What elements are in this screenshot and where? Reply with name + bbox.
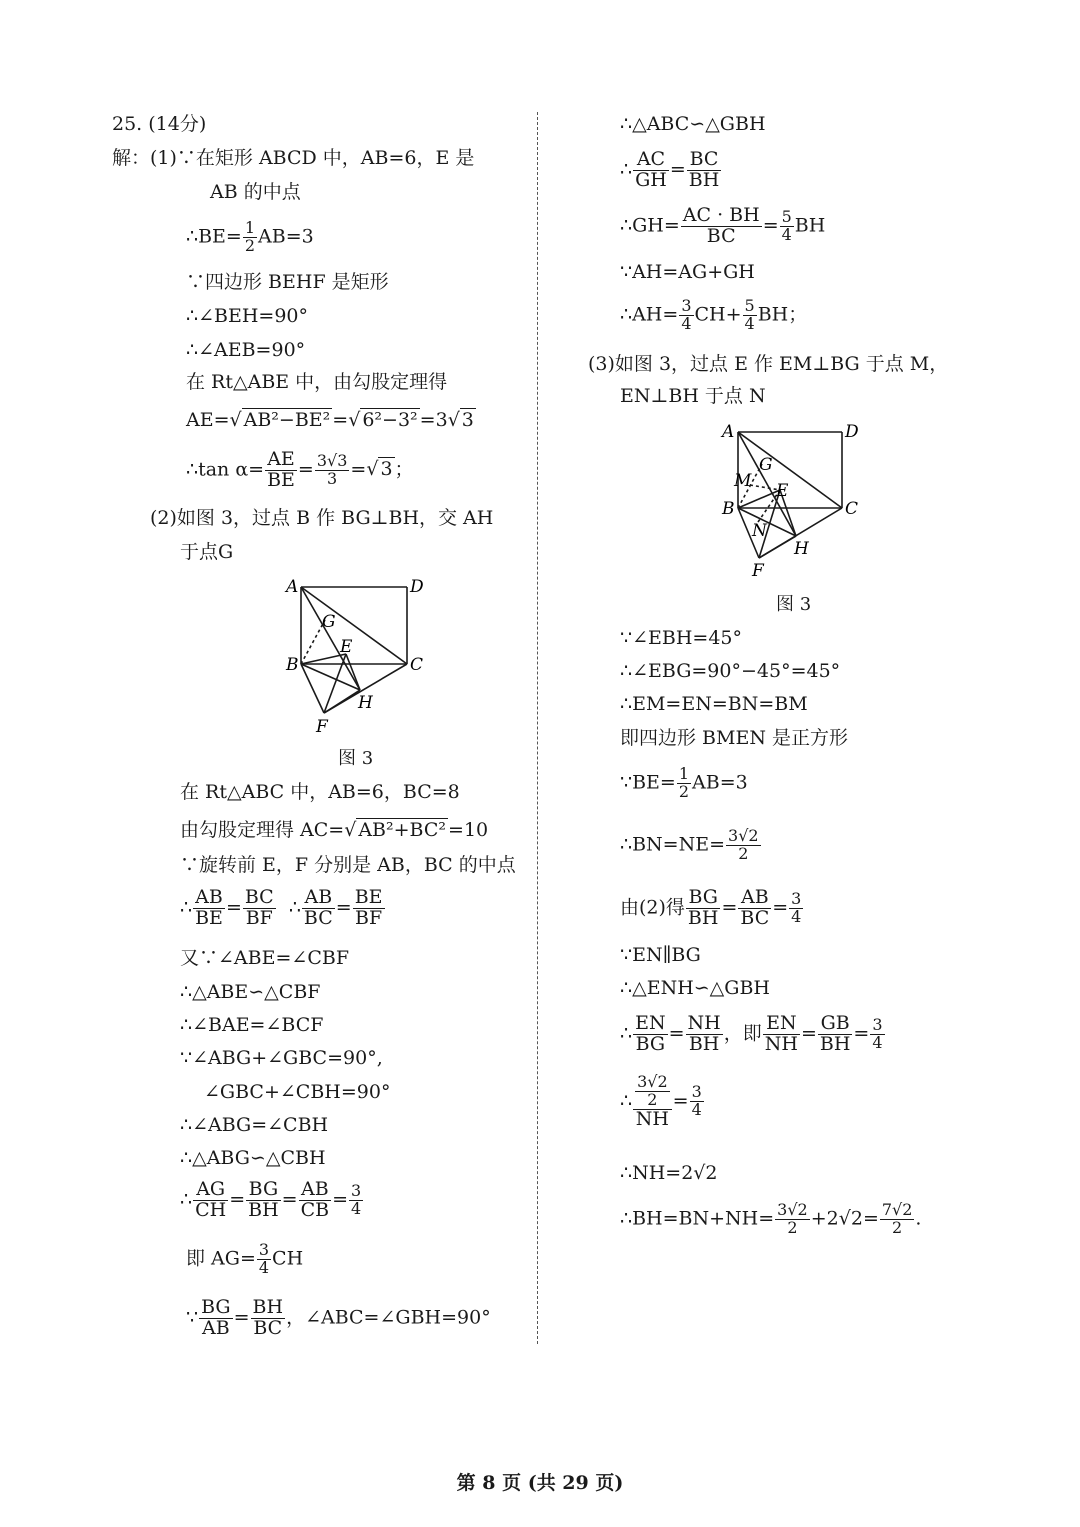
step-be-right: ∵BE= $\frac{1}{2}$ AB=3 xyxy=(620,764,748,801)
label-a: A xyxy=(722,422,735,442)
step-em-en: ∴EM=EN=BN=BM xyxy=(620,693,808,715)
segment-be xyxy=(738,490,780,508)
step-similar-2: ∴△ABG∽△CBH xyxy=(180,1147,326,1169)
step-nh: ∴NH=2√2 xyxy=(620,1162,718,1184)
step-midpoints: ∵旋转前 E，F 分别是 AB，BC 的中点 xyxy=(180,854,516,876)
figure-3-left xyxy=(280,572,430,742)
step-similar-3: ∴△ABC∽△GBH xyxy=(620,113,766,135)
step-bg-ratio: ∵ $\frac{BG}{AB}$ = $\frac{BH}{BC}$ ，∠ABC=∠GBH=90° xyxy=(186,1296,491,1339)
part3-intro: (3)如图 3，过点 E 作 EM⊥BG 于点 M， xyxy=(588,353,949,375)
figure-3-left-caption: 图 3 xyxy=(338,748,374,769)
label-e: E xyxy=(340,637,353,657)
step-bh-final: ∴BH=BN+NH= $\frac{3√2}{2}$ +2√2= $\frac{7√2}{2}$ . xyxy=(620,1200,922,1237)
label-b: B xyxy=(722,499,735,519)
step-be: ∴BE= $\frac{1}{2}$ AB=3 xyxy=(186,218,314,255)
step-bae-bcf: ∴∠BAE=∠BCF xyxy=(180,1014,324,1036)
step-ebh: ∵∠EBH=45° xyxy=(620,627,743,649)
label-d: D xyxy=(845,422,859,442)
segment-bf xyxy=(301,664,324,713)
step-gbc-cbh: ∠GBC+∠CBH=90° xyxy=(204,1081,391,1103)
step-rt-abc: 在 Rt△ABC 中，AB=6，BC=8 xyxy=(180,781,460,803)
page-footer: 第 8 页 (共 29 页) xyxy=(456,1472,624,1494)
column-divider xyxy=(537,112,538,1344)
label-f: F xyxy=(752,561,764,581)
step-similar-4: ∴△ENH∽△GBH xyxy=(620,977,771,999)
step-rt-abe: 在 Rt△ABE 中，由勾股定理得 xyxy=(186,371,448,393)
step-ac: 由勾股定理得 AC=√ AB²+BC² =10 xyxy=(180,819,489,841)
segment-ac xyxy=(301,587,407,664)
part3-intro-cont: EN⊥BH 于点 N xyxy=(620,385,766,407)
part2-intro-cont: 于点G xyxy=(180,541,234,563)
step-abe-cbf: 又∵∠ABE=∠CBF xyxy=(180,947,349,969)
solution-intro-cont: AB 的中点 xyxy=(210,181,301,203)
segment-ac xyxy=(738,432,842,508)
solution-intro: 解：(1)∵在矩形 ABCD 中，AB=6，E 是 xyxy=(112,147,475,169)
label-a: A xyxy=(286,577,299,597)
label-c: C xyxy=(410,655,424,675)
step-ac-gh: ∴ $\frac{AC}{GH}$ = $\frac{BC}{BH}$ xyxy=(620,148,720,191)
label-g: G xyxy=(322,612,336,632)
step-parallel: ∵EN∥BG xyxy=(620,944,701,966)
problem-number: 25. (14分) xyxy=(112,113,207,135)
step-ebg: ∴∠EBG=90°−45°=45° xyxy=(620,660,841,682)
step-ah-sum: ∵AH=AG+GH xyxy=(620,261,755,283)
step-en-ratio: ∴ $\frac{EN}{BG}$ = $\frac{NH}{BH}$ ，即 $\frac{EN}{NH}$ = $\frac{GB}{BH}$ = $\frac{3}{4}$ xyxy=(620,1012,883,1055)
segment-fe xyxy=(324,654,346,713)
label-e: E xyxy=(776,481,789,501)
step-beh: ∴∠BEH=90° xyxy=(186,305,309,327)
step-ag: 即 AG= $\frac{3}{4}$ CH xyxy=(186,1240,304,1277)
part2-intro: (2)如图 3，过点 B 作 BG⊥BH，交 AH xyxy=(150,507,494,529)
step-ag-ratio: ∴ $\frac{AG}{CH}$ = $\frac{BG}{BH}$ = $\frac{AB}{CB}$ = $\frac{3}{4}$ xyxy=(180,1178,362,1221)
step-aeb: ∴∠AEB=90° xyxy=(186,339,306,361)
step-gh: ∴GH= $\frac{AC \cdot BH}{BC}$ = $\frac{5}{4}$ BH xyxy=(620,204,826,247)
step-nh-eq: ∴ $\frac{\frac{3√2}{2}}{NH}$ = $\frac{3}{4}$ xyxy=(620,1072,702,1130)
label-f: F xyxy=(316,717,328,737)
label-c: C xyxy=(845,499,859,519)
label-n: N xyxy=(752,521,767,541)
step-ratios: ∴ $\frac{AB}{BE}$ = $\frac{BC}{BF}$ ∴ $\frac{AB}{BC}$ = $\frac{BE}{BF}$ xyxy=(180,886,383,929)
step-from-2: 由(2)得 $\frac{BG}{BH}$ = $\frac{AB}{BC}$ = $\frac{3}{4}$ xyxy=(620,886,802,929)
label-g: G xyxy=(759,455,773,475)
figure-3-right xyxy=(718,418,868,583)
step-abg-cbh: ∴∠ABG=∠CBH xyxy=(180,1114,329,1136)
figure-3-right-caption: 图 3 xyxy=(776,594,812,615)
step-similar-1: ∴△ABE∽△CBF xyxy=(180,981,321,1003)
step-abg-gbc: ∵∠ABG+∠GBC=90°, xyxy=(180,1047,383,1069)
label-m: M xyxy=(734,471,752,491)
label-d: D xyxy=(410,577,424,597)
step-rect: ∵四边形 BEHF 是矩形 xyxy=(186,271,389,293)
step-ae: AE=√ AB²−BE² =√ 6²−3² =3√ 3 xyxy=(186,409,474,431)
step-bn-ne: ∴BN=NE= $\frac{3√2}{2}$ xyxy=(620,826,759,863)
label-h: H xyxy=(358,693,373,713)
step-square: 即四边形 BMEN 是正方形 xyxy=(620,727,848,749)
label-b: B xyxy=(286,655,299,675)
step-ah: ∴AH= $\frac{3}{4}$ CH+ $\frac{5}{4}$ BH； xyxy=(620,296,808,333)
label-h: H xyxy=(794,539,809,559)
step-tan: ∴tan α= $\frac{AE}{BE}$ = $\frac{3√3}{3}$ =√ 3 ； xyxy=(186,448,414,491)
